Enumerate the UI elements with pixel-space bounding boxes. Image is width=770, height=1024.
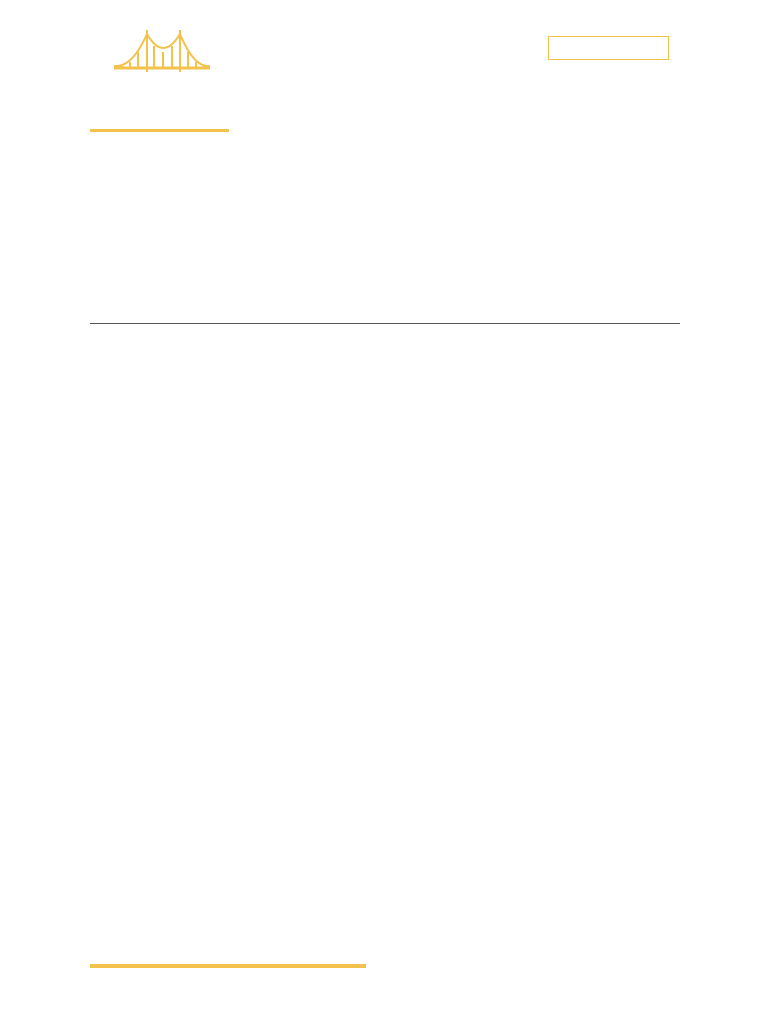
section-divider	[90, 323, 680, 324]
send-via-email-button[interactable]	[548, 36, 669, 60]
logo	[90, 28, 235, 138]
bridge-icon	[112, 28, 212, 76]
logo-underline	[90, 129, 229, 132]
footer-bar	[90, 964, 366, 968]
